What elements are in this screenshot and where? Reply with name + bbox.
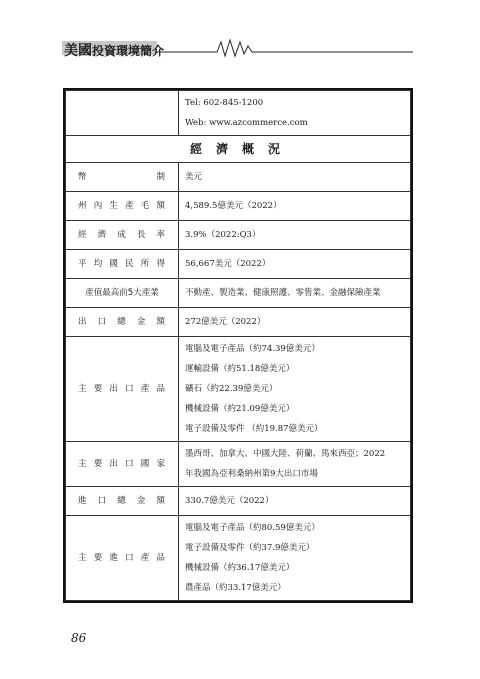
table-row <box>66 442 411 487</box>
contact-row <box>66 91 411 136</box>
page-header <box>0 0 480 60</box>
table-row <box>66 308 411 337</box>
value-line: 電腦及電子產品（約74.39億美元） <box>185 344 320 354</box>
row-label: 經濟成長率 <box>66 221 179 250</box>
row-label: 平均國民所得 <box>66 250 179 279</box>
section-title: 經濟概況 <box>66 136 411 163</box>
row-label: 進口總金額 <box>66 487 179 516</box>
table-row <box>66 337 411 442</box>
row-value <box>179 163 411 192</box>
value-line: 美元 <box>185 172 203 182</box>
page-number: 86 <box>71 631 87 645</box>
info-table <box>65 90 411 601</box>
value-line: 272億美元（2022） <box>185 317 266 327</box>
value-line: 電子設備及零件 （約19.87億美元） <box>185 424 323 434</box>
header-title <box>64 40 164 60</box>
row-value <box>179 250 411 279</box>
table-row <box>66 487 411 516</box>
value-line: 墨西哥、加拿大、中國大陸、荷蘭、馬來西亞；2022 <box>185 449 386 459</box>
row-label: 主要出口國家 <box>66 442 179 487</box>
value-line: 3.9%（2022:Q3） <box>185 230 261 240</box>
table-row <box>66 279 411 308</box>
row-label: 幣制 <box>66 163 179 192</box>
row-value <box>179 442 411 487</box>
row-value <box>179 337 411 442</box>
row-label: 主要進口產品 <box>66 516 179 601</box>
row-label: 出口總金額 <box>66 308 179 337</box>
row-value <box>179 308 411 337</box>
contact-web: Web: www.azcommerce.com <box>185 118 308 128</box>
row-value <box>179 279 411 308</box>
section-header-row <box>66 136 411 163</box>
value-line: 礦石（約22.39億美元） <box>185 384 278 394</box>
table-row <box>66 163 411 192</box>
table-row <box>66 250 411 279</box>
value-line: 機械設備（約21.09億美元） <box>185 404 295 414</box>
value-line: 農產品（約33.17億美元） <box>185 583 286 593</box>
contact-value-cell <box>179 91 411 136</box>
value-line: 不動產、製造業、健康照護、零售業、金融保險產業 <box>185 288 381 298</box>
row-value <box>179 192 411 221</box>
value-line: 年我國為亞利桑納州第9大出口市場 <box>185 469 318 479</box>
header-title-big: 美國 <box>64 43 92 59</box>
value-line: 330.7億美元（2022） <box>185 496 274 506</box>
table-row <box>66 221 411 250</box>
row-value <box>179 487 411 516</box>
row-value <box>179 221 411 250</box>
value-line: 機械設備（約36.17億美元） <box>185 563 295 573</box>
header-title-small: 投資環境簡介 <box>92 44 165 58</box>
contact-tel: Tel: 602-845-1200 <box>185 98 264 108</box>
row-label: 州內生產毛額 <box>66 192 179 221</box>
contact-label-cell <box>66 91 179 136</box>
table-row <box>66 516 411 601</box>
row-label: 產值最高前5大產業 <box>66 279 179 308</box>
value-line: 電子設備及零件（約37.9億美元） <box>185 543 315 553</box>
info-table-box <box>63 88 413 603</box>
table-row <box>66 192 411 221</box>
value-line: 電腦及電子產品（約80.59億美元） <box>185 523 320 533</box>
value-line: 4,589.5億美元（2022） <box>185 201 282 211</box>
value-line: 運輸設備（約51.18億美元） <box>185 364 295 374</box>
row-value <box>179 516 411 601</box>
value-line: 56,667美元（2022） <box>185 259 271 269</box>
row-label: 主要出口產品 <box>66 337 179 442</box>
heartbeat-line-icon <box>155 36 415 60</box>
